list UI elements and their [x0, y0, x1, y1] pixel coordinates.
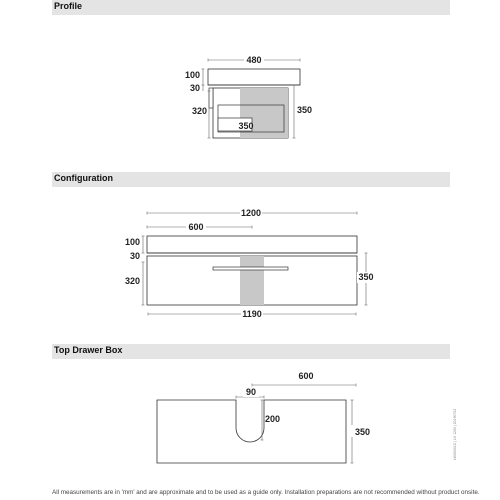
profile-height-label: 350 — [297, 105, 313, 115]
section-title: Configuration — [54, 173, 113, 183]
profile-gap-label: 30 — [189, 83, 200, 93]
drawer-box-drawing — [157, 370, 374, 463]
footer-disclaimer: All measurements are in 'mm' and are approximate and to be used as a guide only. Installation preparations are not recommended without product onsite. — [52, 489, 480, 496]
section-title: Top Drawer Box — [54, 345, 123, 355]
config-half-label: 600 — [188, 222, 204, 232]
profile-drawer-label: 350 — [238, 121, 254, 131]
config-handle — [213, 267, 288, 270]
config-hatch — [240, 256, 264, 305]
drawer-notch-width-label: 90 — [245, 387, 257, 397]
config-top-label: 100 — [124, 237, 140, 247]
config-overall-label: 1200 — [240, 208, 262, 218]
drawer-half-label: 600 — [298, 371, 314, 381]
config-body-label: 320 — [124, 276, 140, 286]
profile-width-label: 480 — [246, 55, 262, 65]
config-gap-label: 30 — [129, 251, 140, 261]
config-height-label: 350 — [358, 272, 374, 282]
drawer-notch-depth-label: 200 — [265, 414, 281, 424]
config-top-slab — [147, 236, 357, 253]
drawer-box-outline — [157, 400, 346, 463]
drawer-height-label: 350 — [355, 427, 371, 437]
configuration-drawing — [125, 207, 375, 319]
config-inner-label: 1190 — [242, 309, 262, 319]
side-note: LW60001C | LV 1200 | 20190702 — [453, 408, 457, 460]
profile-body-label: 320 — [191, 106, 207, 116]
profile-top-slab — [208, 69, 300, 85]
profile-drawing — [185, 54, 312, 138]
section-title: Profile — [54, 1, 83, 11]
profile-top-label: 100 — [184, 70, 200, 80]
